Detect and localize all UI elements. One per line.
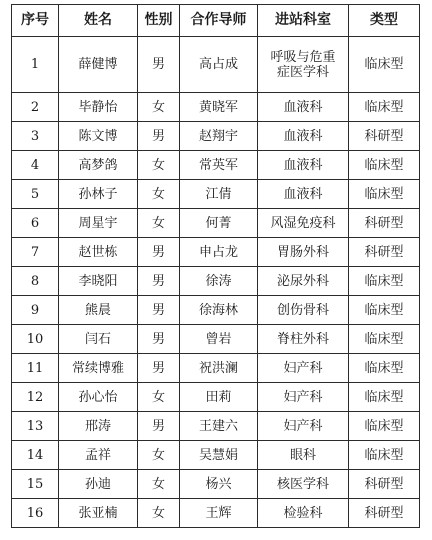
cell-type: 临床型 — [349, 412, 420, 441]
cell-sex: 女 — [138, 441, 180, 470]
cell-department: 检验科 — [258, 499, 349, 528]
cell-type: 科研型 — [349, 238, 420, 267]
table-row — [12, 296, 420, 325]
cell-tutor: 申占龙 — [180, 238, 258, 267]
table-row — [12, 151, 420, 180]
table-row — [12, 238, 420, 267]
cell-type: 临床型 — [349, 180, 420, 209]
cell-number: 15 — [12, 470, 59, 499]
cell-sex: 男 — [138, 296, 180, 325]
table-header-row — [12, 5, 420, 37]
cell-sex: 女 — [138, 499, 180, 528]
cell-type: 临床型 — [349, 93, 420, 122]
header-sex: 性别 — [138, 5, 180, 37]
cell-number: 11 — [12, 354, 59, 383]
cell-department-line: 症医学科 — [276, 64, 329, 80]
cell-type: 科研型 — [349, 499, 420, 528]
cell-tutor: 江倩 — [180, 180, 258, 209]
cell-number: 6 — [12, 209, 59, 238]
table-row — [12, 499, 420, 528]
cell-number: 8 — [12, 267, 59, 296]
cell-sex: 女 — [138, 151, 180, 180]
cell-department: 核医学科 — [258, 470, 349, 499]
cell-tutor: 祝洪澜 — [180, 354, 258, 383]
cell-number: 5 — [12, 180, 59, 209]
cell-sex: 女 — [138, 209, 180, 238]
cell-type: 科研型 — [349, 209, 420, 238]
header-name: 姓名 — [59, 5, 138, 37]
cell-department: 血液科 — [258, 180, 349, 209]
cell-name: 张亚楠 — [59, 499, 138, 528]
cell-tutor: 吴慧娟 — [180, 441, 258, 470]
cell-tutor: 田莉 — [180, 383, 258, 412]
cell-number: 16 — [12, 499, 59, 528]
cell-tutor: 曾岩 — [180, 325, 258, 354]
cell-department: 泌尿外科 — [258, 267, 349, 296]
cell-type: 科研型 — [349, 122, 420, 151]
table-row — [12, 412, 420, 441]
cell-name: 孙心怡 — [59, 383, 138, 412]
cell-sex: 男 — [138, 354, 180, 383]
cell-tutor: 常英军 — [180, 151, 258, 180]
cell-sex: 男 — [138, 325, 180, 354]
header-department: 进站科室 — [258, 5, 349, 37]
cell-tutor: 黄晓军 — [180, 93, 258, 122]
cell-type: 临床型 — [349, 267, 420, 296]
document-page — [11, 4, 420, 528]
cell-number: 7 — [12, 238, 59, 267]
cell-department: 血液科 — [258, 122, 349, 151]
cell-department: 风湿免疫科 — [258, 209, 349, 238]
cell-tutor: 高占成 — [180, 37, 258, 93]
cell-name: 毕静怡 — [59, 93, 138, 122]
cell-type: 科研型 — [349, 470, 420, 499]
cell-name: 熊晨 — [59, 296, 138, 325]
cell-number: 1 — [12, 37, 59, 93]
table-row — [12, 267, 420, 296]
cell-tutor: 王建六 — [180, 412, 258, 441]
cell-department: 创伤骨科 — [258, 296, 349, 325]
cell-type: 临床型 — [349, 354, 420, 383]
cell-department: 血液科 — [258, 151, 349, 180]
cell-name: 薛健博 — [59, 37, 138, 93]
cell-department — [258, 37, 349, 93]
cell-number: 14 — [12, 441, 59, 470]
cell-name: 孙迪 — [59, 470, 138, 499]
cell-type: 临床型 — [349, 296, 420, 325]
cell-department: 妇产科 — [258, 383, 349, 412]
postdoc-roster-table — [11, 4, 420, 528]
cell-type: 临床型 — [349, 383, 420, 412]
table-row — [12, 354, 420, 383]
table-row — [12, 93, 420, 122]
cell-number: 2 — [12, 93, 59, 122]
cell-sex: 女 — [138, 383, 180, 412]
cell-sex: 女 — [138, 180, 180, 209]
cell-tutor: 杨兴 — [180, 470, 258, 499]
cell-name: 陈文博 — [59, 122, 138, 151]
table-row — [12, 325, 420, 354]
cell-sex: 男 — [138, 267, 180, 296]
cell-department: 妇产科 — [258, 412, 349, 441]
table-row — [12, 383, 420, 412]
cell-department: 眼科 — [258, 441, 349, 470]
table-body — [12, 37, 420, 528]
table-row — [12, 122, 420, 151]
cell-department-line: 呼吸与危重 — [270, 49, 336, 65]
cell-tutor: 何菁 — [180, 209, 258, 238]
cell-number: 10 — [12, 325, 59, 354]
cell-name: 邢涛 — [59, 412, 138, 441]
cell-type: 临床型 — [349, 325, 420, 354]
cell-type: 临床型 — [349, 151, 420, 180]
cell-sex: 女 — [138, 470, 180, 499]
cell-name: 周星宇 — [59, 209, 138, 238]
cell-name: 孟祥 — [59, 441, 138, 470]
cell-sex: 男 — [138, 238, 180, 267]
cell-number: 3 — [12, 122, 59, 151]
cell-tutor: 徐涛 — [180, 267, 258, 296]
cell-department: 妇产科 — [258, 354, 349, 383]
cell-sex: 男 — [138, 122, 180, 151]
cell-name: 赵世栋 — [59, 238, 138, 267]
cell-tutor: 徐海林 — [180, 296, 258, 325]
table-row — [12, 470, 420, 499]
table-row — [12, 209, 420, 238]
cell-name: 高梦鸽 — [59, 151, 138, 180]
table-row — [12, 37, 420, 93]
table-row — [12, 441, 420, 470]
cell-department: 胃肠外科 — [258, 238, 349, 267]
cell-number: 9 — [12, 296, 59, 325]
header-tutor: 合作导师 — [180, 5, 258, 37]
cell-name: 孙林子 — [59, 180, 138, 209]
header-number: 序号 — [12, 5, 59, 37]
cell-type: 临床型 — [349, 441, 420, 470]
cell-type: 临床型 — [349, 37, 420, 93]
cell-sex: 男 — [138, 37, 180, 93]
cell-tutor: 王辉 — [180, 499, 258, 528]
cell-sex: 男 — [138, 412, 180, 441]
table-row — [12, 180, 420, 209]
cell-number: 12 — [12, 383, 59, 412]
cell-number: 4 — [12, 151, 59, 180]
cell-tutor: 赵翔宇 — [180, 122, 258, 151]
cell-sex: 女 — [138, 93, 180, 122]
cell-department: 血液科 — [258, 93, 349, 122]
cell-name: 闫石 — [59, 325, 138, 354]
cell-department: 脊柱外科 — [258, 325, 349, 354]
header-type: 类型 — [349, 5, 420, 37]
cell-number: 13 — [12, 412, 59, 441]
cell-name: 常续博雅 — [59, 354, 138, 383]
cell-name: 李晓阳 — [59, 267, 138, 296]
